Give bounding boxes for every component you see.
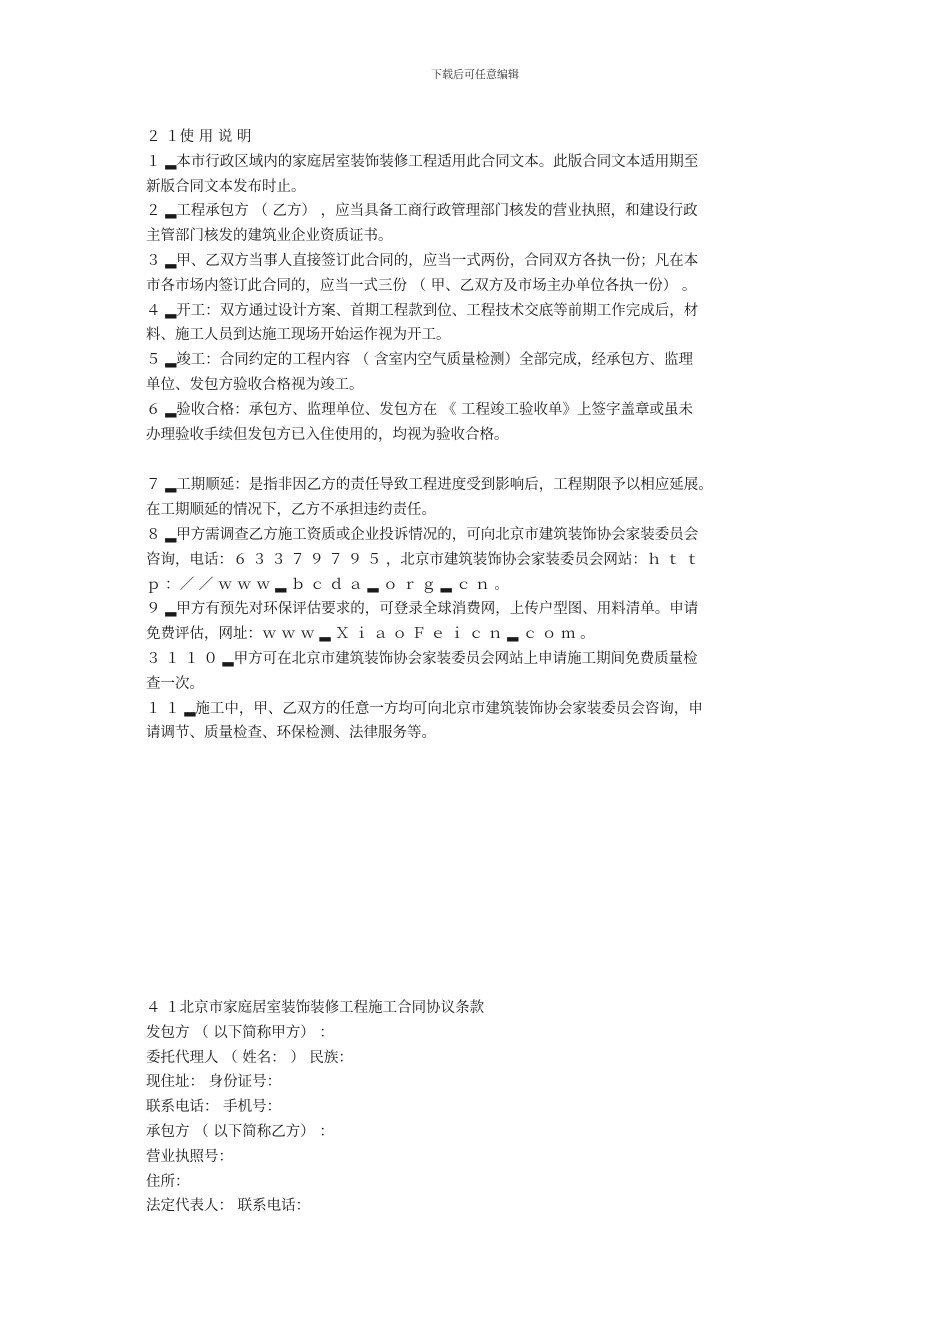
agreement-terms bbox=[146, 996, 806, 1219]
field-line-employer: 发包方 （ 以下简称甲方） ： bbox=[146, 1024, 334, 1041]
text-line: 新版合同文本发布时止。 bbox=[146, 178, 306, 195]
text-line: ５ ▂竣工：合同约定的工程内容 （ 含室内空气质量检测）全部完成，经承包方、监理 bbox=[146, 352, 693, 369]
text-line: 料、施工人员到达施工现场开始运作视为开工。 bbox=[146, 327, 451, 344]
paragraph-gap bbox=[146, 447, 806, 473]
text-line: 市各市场内签订此合同的，应当一式三份 （ 甲、乙双方及市场主办单位各执一份） 。 bbox=[146, 277, 697, 294]
text-line: ７ ▂工期顺延：是指非因乙方的责任导致工程进度受到影响后，工程期限予以相应延展。 bbox=[146, 477, 713, 494]
text-line: ３ １ １ ０ ▂甲方可在北京市建筑装饰协会家装委员会网站上申请施工期间免费质量检 bbox=[146, 650, 698, 667]
field-line-license: 营业执照号： bbox=[146, 1148, 233, 1165]
text-line: ６ ▂验收合格：承包方、监理单位、发包方在 《 工程竣工验收单》上签字盖章或虽未 bbox=[146, 401, 693, 418]
text-line: 查一次。 bbox=[146, 675, 204, 692]
field-line-phone: 联系电话： 手机号： bbox=[146, 1099, 282, 1116]
field-line-residence: 住所： bbox=[146, 1173, 190, 1190]
text-line: ８ ▂甲方需调查乙方施工资质或企业投诉情况的，可向北京市建筑装饰协会家装委员会 bbox=[146, 526, 699, 543]
field-line-contractor: 承包方 （ 以下简称乙方） ： bbox=[146, 1123, 334, 1140]
text-line: １ ▂本市行政区域内的家庭居室装饰装修工程适用此合同文本。此版合同文本适用期至 bbox=[146, 153, 699, 170]
text-line: ４ ▂开工：双方通过设计方案、首期工程款到位、工程技术交底等前期工作完成后，材 bbox=[146, 302, 699, 319]
page-header: 下载后可任意编辑 bbox=[431, 68, 519, 81]
text-line: ３ ▂甲、乙双方当事人直接签订此合同的，应当一式两份，合同双方各执一份；凡在本 bbox=[146, 252, 699, 269]
section-title: ２ １使 用 说 明 bbox=[146, 129, 252, 145]
text-line: 咨询，电话：６ ３ ３ ７ ９ ７ ９ ５ ，北京市建筑装饰协会家装委员会网站：ｈ ｔ ｔ bbox=[146, 551, 700, 568]
text-line: 主管部门核发的建筑业企业资质证书。 bbox=[146, 228, 393, 245]
field-line-address: 现住址： 身份证号： bbox=[146, 1074, 282, 1091]
text-line: 免费评估，网址：ｗ ｗ ｗ ▂ Ｘ ｉ ａ ｏ Ｆ ｅ ｉ ｃ ｎ ▂ ｃ ｏ ｍ 。 bbox=[146, 626, 595, 643]
field-line-legal-rep: 法定代表人： 联系电话： bbox=[146, 1198, 311, 1215]
text-line: 在工期顺延的情况下，乙方不承担违约责任。 bbox=[146, 502, 436, 519]
text-line: 请调节、质量检查、环保检测、法律服务等。 bbox=[146, 725, 436, 742]
usage-instructions bbox=[146, 125, 806, 746]
field-line-agent: 委托代理人 （ 姓名： ） 民族： bbox=[146, 1049, 353, 1066]
text-line: １ １ ▂施工中，甲、乙双方的任意一方均可向北京市建筑装饰协会家装委员会咨询，申 bbox=[146, 700, 703, 717]
text-line: ９ ▂甲方有预先对环保评估要求的，可登录全球消费网，上传户型图、用料清单。申请 bbox=[146, 601, 699, 618]
text-line: 单位、发包方验收合格视为竣工。 bbox=[146, 376, 364, 393]
text-line: 办理验收手续但发包方已入住使用的，均视为验收合格。 bbox=[146, 426, 509, 443]
text-line: ２ ▂工程承包方 （ 乙方） ，应当具备工商行政管理部门核发的营业执照，和建设行政 bbox=[146, 203, 698, 220]
section-title: ４ １北京市家庭居室装饰装修工程施工合同协议条款 bbox=[146, 1000, 485, 1016]
text-line: ｐ ：／ ／ ｗ ｗ ｗ ▂ ｂ ｃ ｄ ａ ▂ ｏ ｒ ｇ ▂ ｃ ｎ 。 bbox=[146, 576, 509, 593]
